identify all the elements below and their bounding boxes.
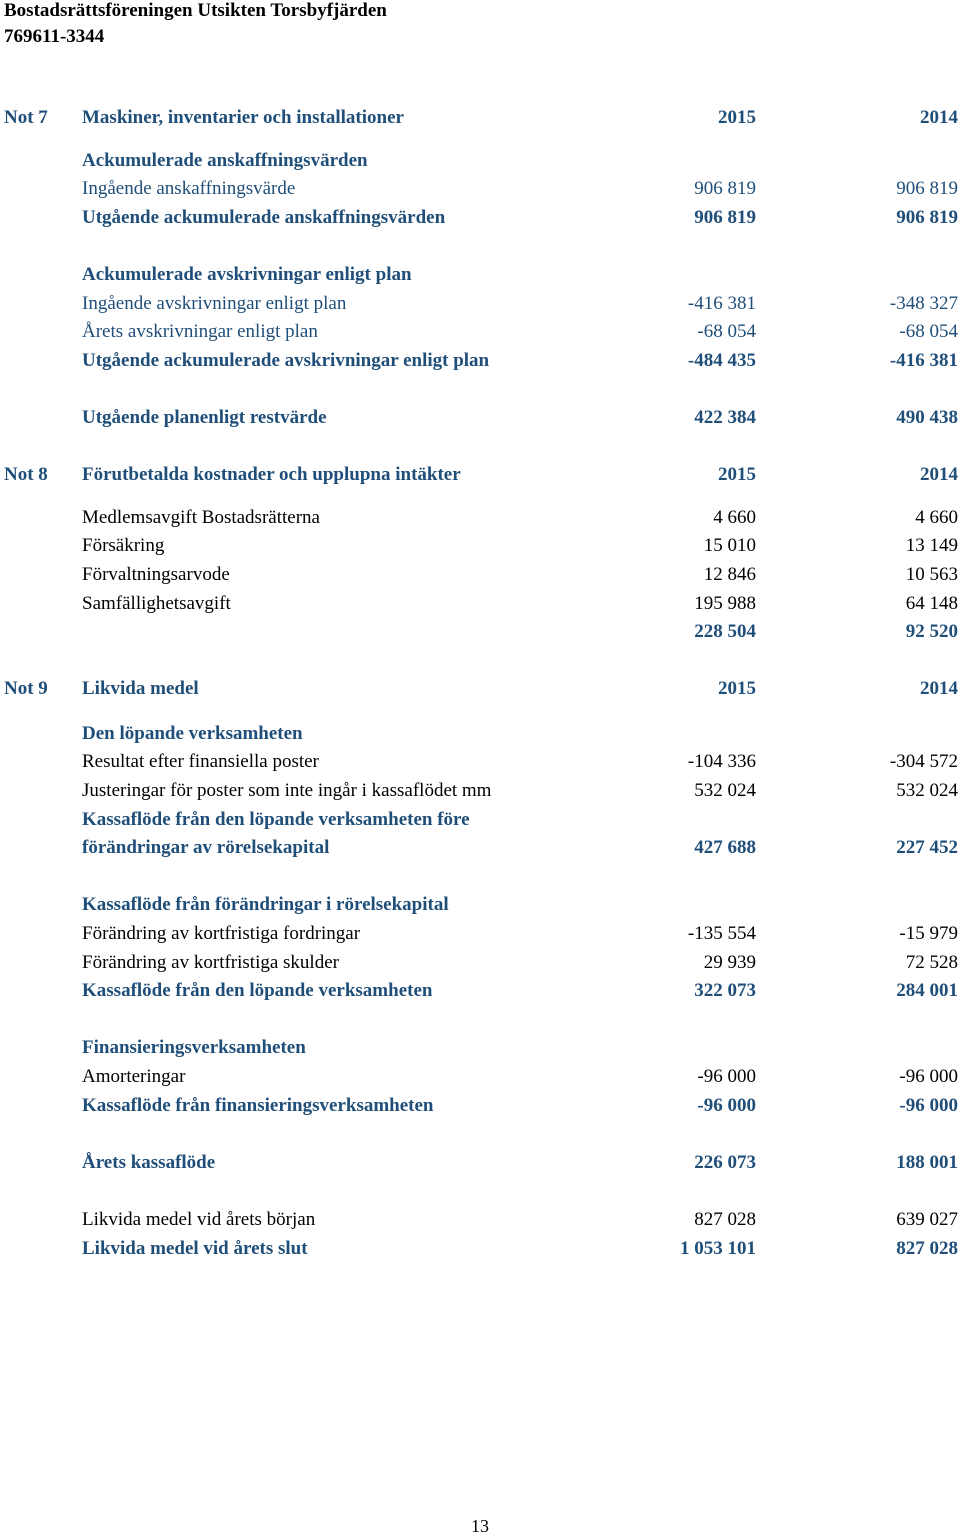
row-value-2014: 532 024 xyxy=(896,780,958,802)
row-label: Förändring av kortfristiga skulder xyxy=(82,951,339,973)
year-col-1: 2015 xyxy=(718,678,756,700)
table-row xyxy=(0,1063,960,1092)
year-col-2: 2014 xyxy=(920,678,958,700)
row-value-2015: -96 000 xyxy=(697,1094,756,1116)
row-label: Årets avskrivningar enligt plan xyxy=(82,321,318,343)
row-label: Försäkring xyxy=(82,535,165,557)
row-label: Amorteringar xyxy=(82,1066,186,1087)
row-label: Resultat efter finansiella poster xyxy=(82,751,319,773)
row-value-2015: -135 554 xyxy=(687,923,756,945)
organization-number: 769611-3344 xyxy=(4,26,105,47)
row-label: Utgående ackumulerade avskrivningar enligt plan xyxy=(82,349,490,371)
section-heading-label: Ackumulerade avskrivningar enligt plan xyxy=(82,263,412,285)
row-value-2015: 906 819 xyxy=(694,178,756,200)
row-label: Medlemsavgift Bostadsrätterna xyxy=(82,506,320,528)
row-value-2014: -348 327 xyxy=(889,292,958,314)
row-value-2014: -96 000 xyxy=(899,1094,958,1116)
row-label: Förvaltningsarvode xyxy=(82,563,230,585)
table-row xyxy=(0,777,960,806)
row-label: Kassaflöde från finansieringsverksamheten xyxy=(82,1094,434,1116)
section-heading-label: Kassaflöde från förändringar i rörelsekapital xyxy=(82,894,449,916)
row-value-2014: 906 819 xyxy=(896,178,958,200)
page-number: 13 xyxy=(471,1516,489,1536)
row-value-2014: 64 148 xyxy=(905,592,958,614)
table-row-total xyxy=(0,204,960,233)
notes-section xyxy=(0,104,960,1263)
row-value-2015: 228 504 xyxy=(694,621,756,643)
year-col-1: 2015 xyxy=(718,107,756,128)
row-value-2014: 284 001 xyxy=(896,980,958,1002)
note9-header xyxy=(0,675,960,704)
row-label: Förändring av kortfristiga fordringar xyxy=(82,923,361,945)
table-row xyxy=(0,290,960,319)
table-row xyxy=(0,561,960,590)
row-label: Kassaflöde från den löpande verksamheten xyxy=(82,980,433,1002)
row-value-2014: 227 452 xyxy=(896,837,958,859)
table-row xyxy=(0,1206,960,1235)
table-row-total xyxy=(0,834,960,863)
row-label: Samfällighetsavgift xyxy=(82,592,231,614)
row-label: Ingående avskrivningar enligt plan xyxy=(82,292,347,314)
table-row xyxy=(0,949,960,978)
row-label: Likvida medel vid årets början xyxy=(82,1208,316,1230)
row-label: Likvida medel vid årets slut xyxy=(82,1237,308,1259)
year-col-2: 2014 xyxy=(920,464,958,486)
row-label: Utgående planenligt restvärde xyxy=(82,406,327,428)
row-value-2015: 226 073 xyxy=(694,1151,756,1173)
row-label: Årets kassaflöde xyxy=(82,1151,216,1173)
row-value-2015: -104 336 xyxy=(687,751,756,773)
row-value-2015: -68 054 xyxy=(697,321,756,343)
row-value-2015: 12 846 xyxy=(703,563,756,585)
row-value-2014: 639 027 xyxy=(896,1208,958,1230)
section-heading xyxy=(0,261,960,290)
section-heading-label: Finansieringsverksamheten xyxy=(82,1037,306,1059)
row-value-2014: -68 054 xyxy=(899,321,958,343)
year-col-1: 2015 xyxy=(718,464,756,486)
row-value-2015: 1 053 101 xyxy=(680,1237,756,1259)
row-value-2014: -416 381 xyxy=(889,349,958,371)
table-row-total xyxy=(0,806,960,835)
note-number: Not 8 xyxy=(4,464,48,486)
table-row xyxy=(0,920,960,949)
table-row-total xyxy=(0,1149,960,1178)
row-label: Justeringar för poster som inte ingår i kassaflödet mm xyxy=(82,780,492,802)
row-value-2014: 490 438 xyxy=(896,406,958,428)
row-label: förändringar av rörelsekapital xyxy=(82,837,330,859)
table-row xyxy=(0,748,960,777)
table-row-total xyxy=(0,977,960,1006)
row-label: Ingående anskaffningsvärde xyxy=(82,178,296,200)
row-value-2014: 72 528 xyxy=(905,951,958,973)
section-heading xyxy=(0,720,960,749)
row-value-2015: 532 024 xyxy=(694,780,756,802)
row-value-2015: 29 939 xyxy=(703,951,756,973)
row-value-2015: 322 073 xyxy=(694,980,756,1002)
table-row xyxy=(0,318,960,347)
section-heading-label: Den löpande verksamheten xyxy=(82,722,303,744)
year-col-2: 2014 xyxy=(920,107,958,128)
row-value-2014: 92 520 xyxy=(905,621,958,643)
row-value-2014: 4 660 xyxy=(915,506,958,528)
table-row-total xyxy=(0,347,960,376)
note8-header xyxy=(0,461,960,490)
table-row-total xyxy=(0,1235,960,1264)
section-heading-label: Ackumulerade anskaffningsvärden xyxy=(82,149,368,171)
note7-header xyxy=(0,104,960,133)
row-value-2015: 427 688 xyxy=(694,837,756,859)
row-value-2015: 4 660 xyxy=(713,506,756,528)
note-number: Not 7 xyxy=(4,107,48,128)
table-row-total xyxy=(0,1092,960,1121)
row-value-2015: 906 819 xyxy=(694,206,756,228)
row-value-2014: -304 572 xyxy=(889,751,958,773)
section-heading xyxy=(0,891,960,920)
row-value-2015: 422 384 xyxy=(694,406,756,428)
note-title: Maskiner, inventarier och installationer xyxy=(82,107,404,128)
note-number: Not 9 xyxy=(4,678,48,700)
row-value-2015: -484 435 xyxy=(687,349,756,371)
row-label: Utgående ackumulerade anskaffningsvärden xyxy=(82,206,446,228)
row-value-2015: 827 028 xyxy=(694,1208,756,1230)
table-row xyxy=(0,532,960,561)
organization-name: Bostadsrättsföreningen Utsikten Torsbyfjärden xyxy=(4,0,387,21)
row-value-2014: -96 000 xyxy=(899,1066,958,1087)
row-value-2015: -416 381 xyxy=(687,292,756,314)
note-title: Likvida medel xyxy=(82,678,199,700)
section-heading xyxy=(0,1034,960,1063)
table-row xyxy=(0,175,960,204)
row-value-2014: 827 028 xyxy=(896,1237,958,1259)
row-value-2014: 906 819 xyxy=(896,206,958,228)
row-value-2014: 13 149 xyxy=(905,535,958,557)
row-value-2014: -15 979 xyxy=(899,923,958,945)
row-value-2014: 188 001 xyxy=(896,1151,958,1173)
section-heading xyxy=(0,147,960,176)
table-row-total xyxy=(0,618,960,647)
row-value-2014: 10 563 xyxy=(905,563,958,585)
row-value-2015: -96 000 xyxy=(697,1066,756,1087)
note-title: Förutbetalda kostnader och upplupna intäkter xyxy=(82,464,461,486)
row-value-2015: 15 010 xyxy=(703,535,756,557)
table-row xyxy=(0,504,960,533)
table-row-total xyxy=(0,404,960,433)
row-value-2015: 195 988 xyxy=(694,592,756,614)
table-row xyxy=(0,590,960,619)
row-label: Kassaflöde från den löpande verksamheten före xyxy=(82,808,470,830)
